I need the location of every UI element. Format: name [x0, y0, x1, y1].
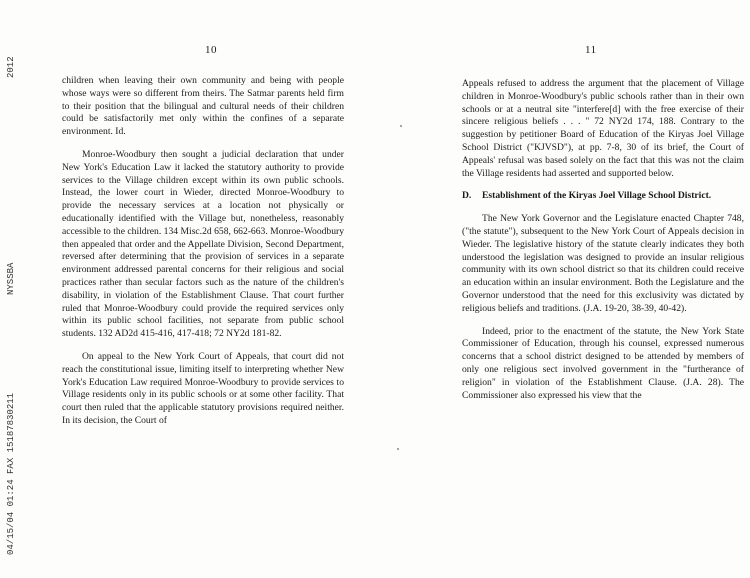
- fax-sender-id: NYSSBA: [6, 262, 16, 295]
- right-paragraph-2: The New York Governor and the Legislature enacted Chapter 748, ("the statute"), subsequent to the New York Court of Appeals decision in Wieder. The legislative history of the statute clearly indicates they both understood the legislation was designed to provide an insular religious community with its own school district so that its children could receive an education within an insular environment. Both the Legislature and the Governor understood that the need for this exclusivity was dictated by religious beliefs and traditions. (J.A. 19-20, 38-39, 40-42).: [462, 213, 744, 314]
- left-paragraph-3: On appeal to the New York Court of Appeals, that court did not reach the constitutional issue, limiting itself to interpreting whether New York's Education Law required Monroe-Woodbury to provide services to Village residents only in its public schools or at some other facility. That court then ruled that the applicable statutory provisions required neither. In its decision, the Court of: [62, 350, 344, 426]
- section-title: Establishment of the Kiryas Joel Village School District.: [482, 190, 712, 202]
- left-paragraph-2: Monroe-Woodbury then sought a judicial declaration that under New York's Education Law it lacked the statutory authority to provide services to the Village children except within its own public schools. Instead, the lower court in Wieder, directed Monroe-Woodbury to provide the necessary services at a location not physically or educationally identified with the Village but, nonetheless, reasonably accessible to the children. 134 Misc.2d 658, 662-663. Monroe-Woodbury then appealed that order and the Appellate Division, Second Department, reversed after determining that the provision of services in a separate environment addressed parental concerns for their religious and social practices rather than secular factors such as the nature of the children's disability, in violation of the Establishment Clause. That court further ruled that Monroe-Woodbury could provide the required services only within its public school facilities, not separate from public school students. 132 AD2d 415-416, 417-418; 72 NY2d 181-82.: [62, 148, 344, 340]
- scan-speck: [400, 125, 402, 127]
- right-paragraph-3: Indeed, prior to the enactment of the statute, the New York State Commissioner of Education, through his counsel, expressed numerous concerns that a school district designed to be attended by members of only one religious sect involved government in the "furtherance of religion" in violation of the Establishment Clause. (J.A. 28). The Commissioner also expressed his view that the: [462, 325, 744, 401]
- fax-year-fragment: 2012: [6, 56, 16, 78]
- scan-speck: [397, 448, 399, 450]
- left-page-column: [62, 75, 344, 438]
- right-page-number: 11: [585, 44, 597, 56]
- section-heading-d: [462, 190, 744, 203]
- right-page-column: [462, 78, 744, 412]
- fax-transmission-line: 04/15/04 01:24 FAX 15187830211: [6, 392, 16, 555]
- fax-header: [3, 0, 17, 578]
- right-paragraph-1: Appeals refused to address the argument that the placement of Village children in Monroe-Woodbury's public schools rather than in their own schools or at a neutral site "interfere[d] with the free exercise of their sincere religious beliefs . . . " 72 NY2d 174, 188. Contrary to the suggestion by petitioner Board of Education of the Kiryas Joel Village School District ("KJVSD"), at pp. 7-8, 30 of its brief, the Court of Appeals' refusal was based solely on the fact that this was not the claim the Village residents had asserted and supported below.: [462, 78, 744, 179]
- section-letter: D.: [462, 190, 472, 202]
- left-paragraph-1: children when leaving their own community and being with people whose ways were so different from theirs. The Satmar parents held firm to their position that the bilingual and cultural needs of their children could be satisfactorily met only within the confines of a separate environment. Id.: [62, 75, 344, 138]
- left-page-number: 10: [205, 44, 217, 56]
